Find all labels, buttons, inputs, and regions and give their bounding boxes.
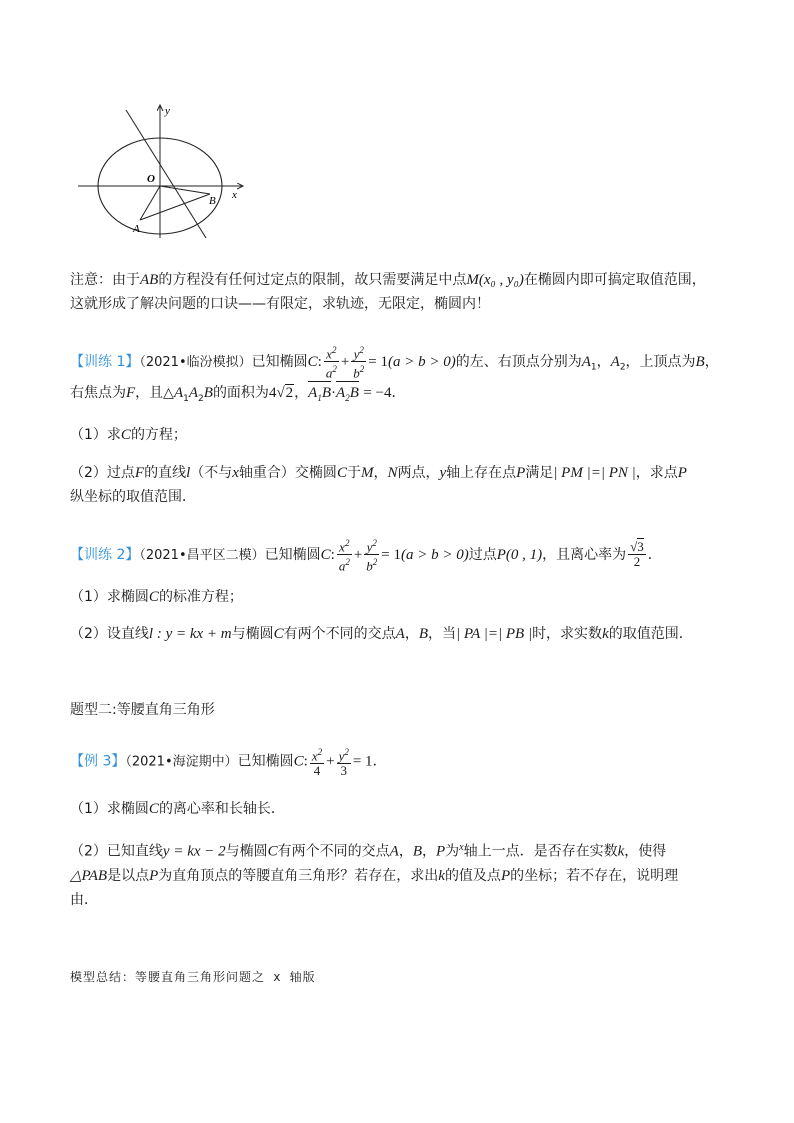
example-3-q2: （2）已知直线y = kx − 2与椭圆C有两个不同的交点A，B，P为$^x$轴上一点．是否存在实数k，使得 △PAB是以点P为直角顶点的等腰直角三角形？若存在，求出k的值及点P的坐标；若不存在，说明理 由． — [70, 842, 679, 908]
training-2-stem: 【训练 2】（2021•昌平区二模）已知椭圆C: $\frac{x^2}{a^2}$ + $\frac{y^2}{b^2}$ = 1(a > b > 0)过点P(0 , 1)，且离心率为 $\frac{√3}{2}$ ． — [70, 538, 662, 574]
example-3-stem: 【例 3】（2021•海淀期中）已知椭圆C: $\frac{x^2}{4}$ + $\frac{y^2}{3}$ = 1． — [70, 747, 387, 779]
example-3-q1: （1）求椭圆C的离心率和长轴长． — [70, 801, 285, 817]
ellipse-figure — [78, 100, 258, 240]
model-summary: 模型总结：等腰直角三角形问题之 x 轴版 — [70, 970, 316, 984]
frac-eccentricity: $\frac{√3}{2}$ — [630, 539, 644, 570]
chord-line — [126, 110, 206, 238]
segment-oa — [140, 186, 160, 220]
label-o: O — [147, 173, 155, 185]
training-2-q1: （1）求椭圆C的标准方程； — [70, 589, 243, 605]
segment-ab — [140, 194, 210, 220]
frac-x2-a2-t2: $\frac{x^2}{a^2}$ — [338, 538, 350, 574]
training-1-tag: 【训练 1】 — [70, 353, 140, 370]
vector-a1b: $A_1B$ — [308, 381, 331, 410]
label-b: B — [209, 195, 216, 207]
example-3-tag: 【例 3】 — [70, 753, 126, 770]
training-1-q2: （2）过点F的直线l（不与x轴重合）交椭圆C于M，N两点，y轴上存在点P满足| PM |=| PN |，求点P 纵坐标的取值范围． — [70, 465, 687, 505]
frac-y2-b2-t2: $\frac{y^2}{b^2}$ — [366, 538, 378, 574]
note-paragraph: 注意：由于AB的方程没有任何过定点的限制，故只需要满足中点M(x₀ , y₀)在椭圆内即可搞定取值范围， 这就形成了解决问题的口诀——有限定，求轨迹，无限定，椭圆内！ — [70, 272, 706, 312]
frac-y2-3: $\frac{y^2}{3}$ — [338, 747, 349, 779]
frac-x2-a2: $\frac{x^2}{a^2}$ — [325, 345, 337, 381]
training-1-stem: 【训练 1】（2021•临汾模拟）已知椭圆C: $\frac{x^2}{a^2}$ + $\frac{y^2}{b^2}$ = 1(a > b > 0)的左、右顶点分别为$A_1$，$A_2$，上顶点为B， 右焦点为F，且$\triangle A_1A_2B$的面积为4√2，$A_1B\cdot A_2B = -4$． — [70, 343, 736, 410]
label-a: A — [133, 223, 140, 235]
sqrt-2: √2 — [276, 384, 294, 401]
training-1-q1: （1）求C的方程； — [70, 427, 187, 443]
training-2-q2: （2）设直线l : y = kx + m与椭圆C有两个不同的交点A，B，当| PA |=| PB |时，求实数k的取值范围． — [70, 626, 693, 642]
vector-a2b: $A_2B$ — [336, 381, 359, 410]
label-y: y — [165, 105, 170, 117]
section-title: 题型二:等腰直角三角形 — [70, 702, 215, 718]
label-x: x — [232, 189, 237, 201]
frac-y2-b2: $\frac{y^2}{b^2}$ — [353, 345, 365, 381]
frac-x2-4: $\frac{x^2}{4}$ — [311, 747, 323, 779]
segment-ob — [160, 186, 210, 194]
training-2-tag: 【训练 2】 — [70, 546, 140, 563]
